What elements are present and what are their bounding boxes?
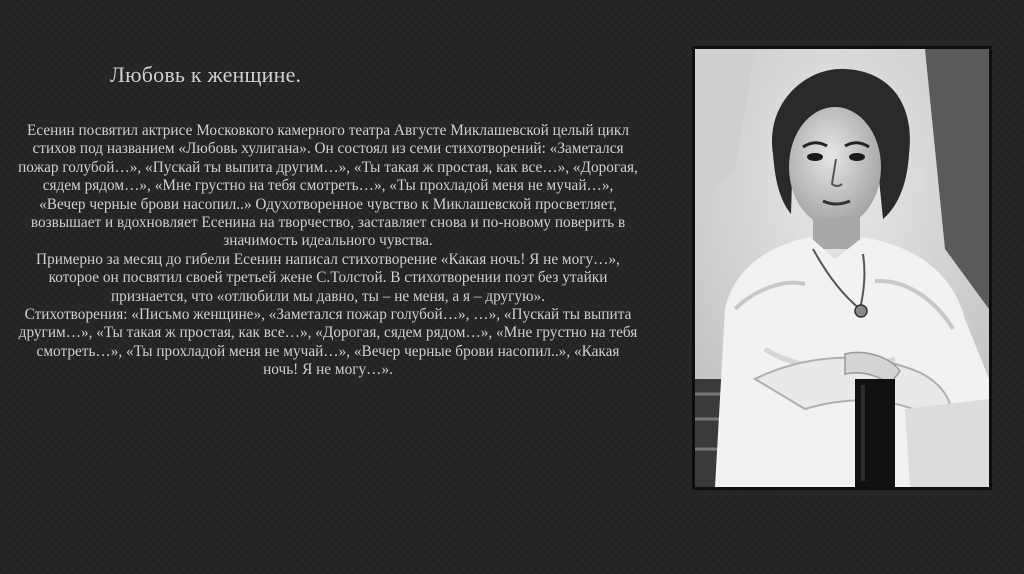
paragraph-poems-list: Стихотворения: «Письмо женщине», «Заметался пожар голубой…», …», «Пускай ты выпита другим…», «Ты такая ж простая, как все…», «Дорогая, сядем рядом…», «Мне грустно на тебя смотреть…», «Ты прохладой меня не мучай…», «Вечер черные брови насопил..», «Какая ночь! Я не могу…». (18, 306, 638, 379)
paragraph-cycle: Есенин посвятил актрисе Московкого камерного театра Августе Миклашевской целый цикл стихов под названием «Любовь хулигана». Он состоял из семи стихотворений: «Заметался пожар голубой…», «Пускай ты выпита другим…», «Ты такая ж простая, как все…», «Дорогая, сядем рядом…», «Мне грустно на тебя смотреть…», «Ты прохладой меня не мучай…», «Вечер черные брови насопил..» Одухотворенное чувство к Миклашевской просветляет, возвышает и вдохновляет Есенина на творчество, заставляет снова и по-новому поверить в значимость идеального чувства. (18, 122, 638, 250)
body-text (18, 122, 638, 380)
portrait-photo (692, 46, 992, 490)
slide-title: Любовь к женщине. (110, 62, 302, 87)
portrait-illustration (695, 49, 989, 487)
paragraph-tolstaya: Примерно за месяц до гибели Есенин написал стихотворение «Какая ночь! Я не могу…», которое он посвятил своей третьей жене С.Толстой. В стихотворении поэт без утайки признается, что «отлюбили мы давно, ты – не меня, а я – другую». (36, 250, 620, 305)
